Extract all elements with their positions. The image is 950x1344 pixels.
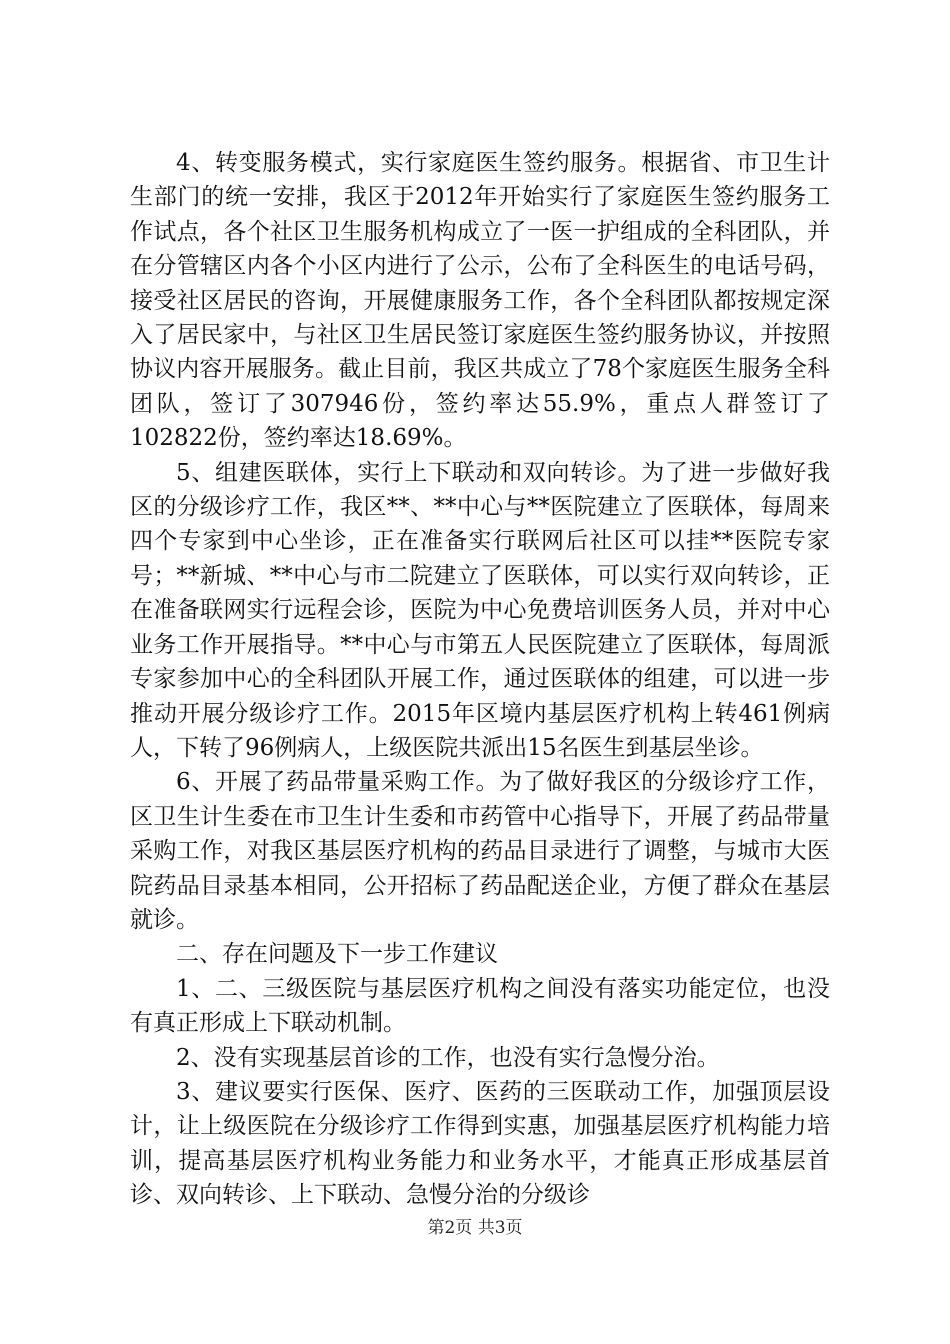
section-heading-problems: 二、存在问题及下一步工作建议: [176, 941, 498, 968]
page-footer: 第2页 共3页: [427, 1218, 523, 1238]
paragraph-medical-alliance: 5、组建医联体，实行上下联动和双向转诊。为了进一步做好我区的分级诊疗工作，我区**、**中心与**医院建立了医联体，每周来四个专家到中心坐诊，正在准备实行联网后社区可以挂**医院专家号；**新城、**中心与市二院建立了医联体，可以实行双向转诊，正在准备联网实行远程会诊，医院为中心免费培训医务人员，并对中心业务工作开展指导。**中心与市第五人民医院建立了医联体，每周派专家参加中心的全科团队开展工作，通过医联体的组建，可以进一步推动开展分级诊疗工作。2015年区境内基层医疗机构上转461例病人，下转了96例病人，上级医院共派出15名医生到基层坐诊。: [130, 459, 830, 761]
paragraph-problem-1: 1、二、三级医院与基层医疗机构之间没有落实功能定位，也没有真正形成上下联动机制。: [130, 975, 830, 1037]
document-body: [130, 146, 830, 1213]
paragraph-drug-procurement: 6、开展了药品带量采购工作。为了做好我区的分级诊疗工作，区卫生计生委在市卫生计生委和市药管中心指导下，开展了药品带量采购工作，对我区基层医疗机构的药品目录进行了调整，与城市大医院药品目录基本相同，公开招标了药品配送企业，方便了群众在基层就诊。: [130, 769, 830, 933]
paragraph-suggestion-3: 3、建议要实行医保、医疗、医药的三医联动工作，加强顶层设计，让上级医院在分级诊疗工作得到实惠，加强基层医疗机构能力培训，提高基层医疗机构业务能力和业务水平，才能真正形成基层首诊、双向转诊、上下联动、急慢分治的分级诊: [130, 1078, 830, 1209]
paragraph-family-doctor: 4、转变服务模式，实行家庭医生签约服务。根据省、市卫生计生部门的统一安排，我区于2012年开始实行了家庭医生签约服务工作试点，各个社区卫生服务机构成立了一医一护组成的全科团队，并在分管辖区内各个小区内进行了公示，公布了全科医生的电话号码，接受社区居民的咨询，开展健康服务工作，各个全科团队都按规定深入了居民家中，与社区卫生居民签订家庭医生签约服务协议，并按照协议内容开展服务。截止目前，我区共成立了78个家庭医生服务全科团队，签订了307946份，签约率达55.9%，重点人群签订了102822份，签约率达18.69%。: [130, 150, 830, 452]
paragraph-problem-2: 2、没有实现基层首诊的工作，也没有实行急慢分治。: [176, 1044, 720, 1071]
